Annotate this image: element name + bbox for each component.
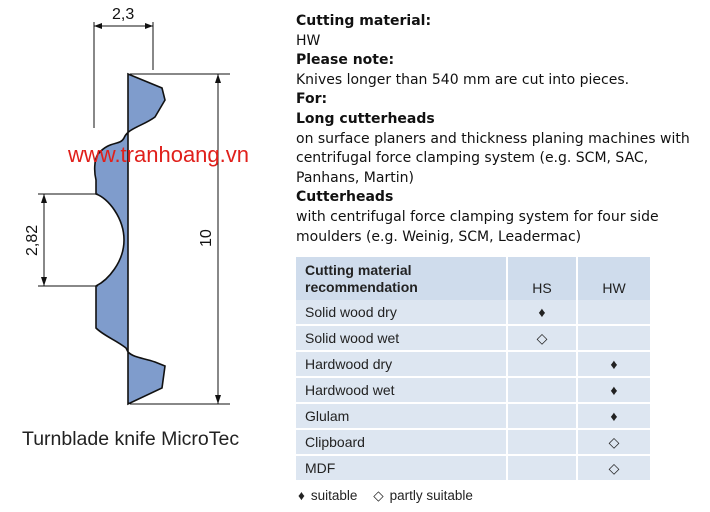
info-heading-for: For: xyxy=(296,91,328,108)
partly-suitable-label: partly suitable xyxy=(389,488,473,503)
hs-rating: ♦ xyxy=(507,300,577,325)
suitable-label: suitable xyxy=(310,488,358,503)
info-text-material: HW xyxy=(296,32,321,49)
table-row xyxy=(296,351,650,377)
height-dimension-label: 10 xyxy=(198,229,215,247)
info-text-long-cutterheads: on surface planers and thickness planing machines with centrifugal force clamping system (e.g. SCM, SAC, Panhans, Martin) xyxy=(296,130,690,186)
hs-rating: ◇ xyxy=(507,325,577,351)
hw-rating: ♦ xyxy=(577,351,650,377)
hw-rating: ♦ xyxy=(577,403,650,429)
table-row xyxy=(296,403,650,429)
knife-profile xyxy=(95,74,165,404)
product-info xyxy=(296,12,708,247)
info-heading-note: Please note: xyxy=(296,52,395,69)
row-label: MDF xyxy=(296,455,507,480)
row-label: Solid wood wet xyxy=(296,325,507,351)
width-dimension-label: 2,3 xyxy=(112,6,135,23)
hw-rating: ♦ xyxy=(577,377,650,403)
hs-rating xyxy=(507,351,577,377)
hw-rating xyxy=(577,325,650,351)
table-row xyxy=(296,325,650,351)
hs-rating xyxy=(507,377,577,403)
hs-rating xyxy=(507,429,577,455)
hs-rating xyxy=(507,403,577,429)
groove-dimension-label: 2,82 xyxy=(24,224,41,256)
table-row xyxy=(296,377,650,403)
header-col-hw: HW xyxy=(577,257,650,300)
row-label: Solid wood dry xyxy=(296,300,507,325)
header-col-hs: HS xyxy=(507,257,577,300)
figure-caption: Turnblade knife MicroTec xyxy=(22,428,240,450)
header-label-line2: recommendation xyxy=(305,278,418,295)
watermark-text: www.tranhoang.vn xyxy=(68,142,249,167)
hs-rating xyxy=(507,455,577,480)
row-label: Hardwood wet xyxy=(296,377,507,403)
cutting-material-table xyxy=(296,257,650,480)
row-label: Hardwood dry xyxy=(296,351,507,377)
info-heading-cutterheads: Cutterheads xyxy=(296,189,394,206)
hw-rating xyxy=(577,300,650,325)
table-row xyxy=(296,429,650,455)
row-label: Glulam xyxy=(296,403,507,429)
knife-profile-drawing xyxy=(0,0,290,430)
info-heading-long-cutterheads: Long cutterheads xyxy=(296,110,435,127)
row-label: Clipboard xyxy=(296,429,507,455)
info-heading-material: Cutting material: xyxy=(296,13,432,29)
table-header-row xyxy=(296,257,650,300)
table-row xyxy=(296,300,650,325)
table-row xyxy=(296,455,650,480)
legend xyxy=(298,488,479,504)
suitable-symbol: ♦ xyxy=(298,488,305,503)
hw-rating: ◇ xyxy=(577,455,650,480)
partly-suitable-symbol: ◇ xyxy=(373,488,384,503)
hw-rating: ◇ xyxy=(577,429,650,455)
info-text-cutterheads: with centrifugal force clamping system for four side moulders (e.g. Weinig, SCM, Leadermac) xyxy=(296,208,659,245)
table-header-label xyxy=(296,257,507,300)
header-label-line1: Cutting material xyxy=(305,261,412,278)
info-text-note: Knives longer than 540 mm are cut into pieces. xyxy=(296,71,630,88)
